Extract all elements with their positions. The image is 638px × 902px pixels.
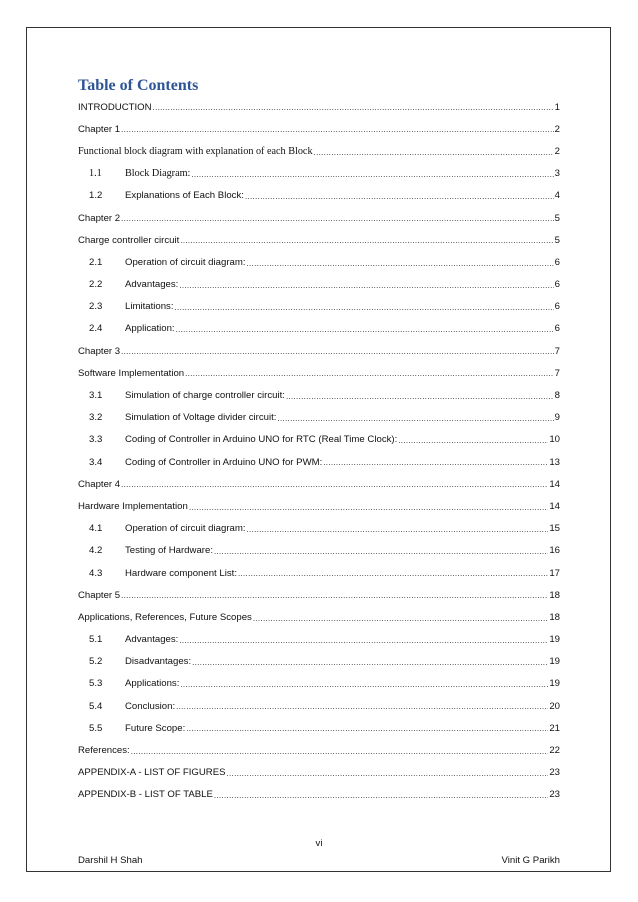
toc-entry-page: 23 [549, 767, 560, 779]
toc-entry-number: 4.1 [89, 523, 103, 535]
toc-entry-page: 1 [554, 101, 560, 113]
toc-entry-page: 6 [554, 279, 560, 291]
toc-dot-leader [192, 659, 548, 673]
footer-author-right: Vinit G Parikh [501, 855, 560, 866]
toc-dot-leader [121, 215, 554, 229]
toc-subentry[interactable] [78, 163, 560, 185]
toc-entry-number: 3.4 [89, 456, 103, 468]
toc-entry-number: 5.3 [89, 678, 103, 690]
toc-subentry[interactable] [78, 673, 560, 695]
toc-dot-leader [131, 748, 549, 762]
toc-entry-text: Simulation of charge controller circuit: [125, 390, 285, 402]
toc-entry-page: 2 [554, 123, 560, 135]
toc-entry-text: Functional block diagram with explanation of each Block [78, 145, 313, 157]
toc-entry-page: 18 [549, 611, 560, 623]
toc-entry-text: Coding of Controller in Arduino UNO for PWM: [125, 456, 323, 468]
toc-entry-text: Coding of Controller in Arduino UNO for RTC (Real Time Clock): [125, 434, 398, 446]
toc-subentry[interactable] [78, 384, 560, 406]
toc-entry-page: 21 [549, 722, 560, 734]
toc-entry-number: 3.3 [89, 434, 103, 446]
toc-entry-number: 5.4 [89, 700, 103, 712]
toc-entry-text: Hardware Implementation [78, 500, 188, 512]
toc-entry[interactable] [78, 229, 560, 251]
toc-dot-leader [180, 681, 548, 695]
toc-dot-leader [214, 792, 548, 806]
toc-dot-leader [175, 304, 554, 318]
toc-entry-text: Hardware component List: [125, 567, 237, 579]
toc-entry-page: 22 [549, 745, 560, 757]
toc-entry-page: 7 [554, 367, 560, 379]
toc-entry-text: References: [78, 745, 130, 757]
toc-entry-text: Disadvantages: [125, 656, 192, 668]
toc-dot-leader [247, 260, 554, 274]
toc-dot-leader [191, 171, 553, 185]
toc-dot-leader [214, 548, 548, 562]
toc-entry[interactable] [78, 96, 560, 118]
toc-dot-leader [153, 104, 554, 118]
toc-dot-leader [277, 415, 553, 429]
toc-entry[interactable] [78, 584, 560, 606]
toc-entry-number: 5.1 [89, 634, 103, 646]
toc-entry-page: 18 [549, 589, 560, 601]
toc-entry-page: 15 [549, 523, 560, 535]
toc-entry-number: 5.5 [89, 722, 103, 734]
toc-entry-page: 23 [549, 789, 560, 801]
toc-dot-leader [314, 149, 554, 163]
toc-entry-text: Testing of Hardware: [125, 545, 213, 557]
toc-dot-leader [121, 592, 548, 606]
toc-dot-leader [398, 437, 548, 451]
toc-entry-number: 3.1 [89, 390, 103, 402]
toc-entry-number: 4.3 [89, 567, 103, 579]
toc-dot-leader [121, 481, 548, 495]
toc-dot-leader [189, 504, 548, 518]
toc-entry-text: Applications: [125, 678, 180, 690]
toc-entry-text: Chapter 3 [78, 345, 121, 357]
toc-dot-leader [176, 703, 548, 717]
toc-entry-number: 2.1 [89, 256, 103, 268]
toc-entry[interactable] [78, 784, 560, 806]
toc-entry-number: 4.2 [89, 545, 103, 557]
toc-entry-text: Conclusion: [125, 700, 176, 712]
toc-subentry[interactable] [78, 540, 560, 562]
toc-subentry[interactable] [78, 274, 560, 296]
toc-dot-leader [180, 237, 553, 251]
toc-subentry[interactable] [78, 296, 560, 318]
toc-dot-leader [286, 393, 554, 407]
toc-entry[interactable] [78, 362, 560, 384]
toc-dot-leader [238, 570, 548, 584]
toc-entry-text: APPENDIX-A - LIST OF FIGURES [78, 767, 226, 779]
toc-entry[interactable] [78, 495, 560, 517]
toc-title: Table of Contents [78, 77, 199, 94]
toc-entry-page: 4 [554, 190, 560, 202]
toc-entry[interactable] [78, 473, 560, 495]
toc-subentry[interactable] [78, 717, 560, 739]
toc-entry-text: Charge controller circuit [78, 234, 180, 246]
toc-dot-leader [176, 326, 554, 340]
toc-entry-text: Explanations of Each Block: [125, 190, 244, 202]
toc-entry-page: 7 [554, 345, 560, 357]
toc-entry-page: 6 [554, 301, 560, 313]
toc-entry-number: 5.2 [89, 656, 103, 668]
toc-entry[interactable] [78, 762, 560, 784]
toc-entry-text: Applications, References, Future Scopes [78, 611, 252, 623]
toc-entry-number: 1.2 [89, 190, 103, 202]
toc-entry-text: Chapter 5 [78, 589, 121, 601]
toc-entry-text: Application: [125, 323, 175, 335]
toc-entry-text: Chapter 4 [78, 478, 121, 490]
toc-entry-text: Simulation of Voltage divider circuit: [125, 412, 277, 424]
toc-entry-page: 17 [549, 567, 560, 579]
toc-subentry[interactable] [78, 451, 560, 473]
toc-dot-leader [179, 637, 548, 651]
toc-entry-text: Chapter 2 [78, 212, 121, 224]
toc-entry-text: Block Diagram: [125, 168, 191, 180]
toc-entry-page: 20 [549, 700, 560, 712]
toc-entry-page: 16 [549, 545, 560, 557]
toc-entry-number: 1.1 [89, 168, 102, 180]
toc-entry-page: 2 [554, 145, 560, 157]
toc-entry-text: Software Implementation [78, 367, 185, 379]
toc-entry-page: 19 [549, 634, 560, 646]
toc-entry[interactable] [78, 606, 560, 628]
toc-dot-leader [121, 126, 554, 140]
toc-entry-text: APPENDIX-B - LIST OF TABLE [78, 789, 213, 801]
footer-page-number: vi [315, 838, 323, 849]
toc-entry-text: Limitations: [125, 301, 174, 313]
toc-entry-number: 2.3 [89, 301, 103, 313]
toc-entry-page: 10 [549, 434, 560, 446]
toc-subentry[interactable] [78, 695, 560, 717]
toc-entry-number: 2.4 [89, 323, 103, 335]
toc-dot-leader [121, 348, 554, 362]
toc-entry-page: 8 [554, 390, 560, 402]
toc-entry-page: 14 [549, 478, 560, 490]
toc-entry-text: INTRODUCTION [78, 101, 152, 113]
toc-subentry[interactable] [78, 518, 560, 540]
toc-entry[interactable] [78, 118, 560, 140]
toc-entry-text: Future Scope: [125, 722, 186, 734]
toc-entry-page: 5 [554, 212, 560, 224]
toc-entry[interactable] [78, 340, 560, 362]
toc-entry-page: 9 [554, 412, 560, 424]
toc-subentry[interactable] [78, 629, 560, 651]
toc-entry-number: 3.2 [89, 412, 103, 424]
toc-entry[interactable] [78, 739, 560, 761]
toc-dot-leader [227, 770, 549, 784]
toc-entry-page: 5 [554, 234, 560, 246]
toc-subentry[interactable] [78, 407, 560, 429]
toc-entry-text: Operation of circuit diagram: [125, 256, 246, 268]
toc-entry-page: 14 [549, 500, 560, 512]
toc-entry-page: 13 [549, 456, 560, 468]
toc-entry-page: 3 [554, 168, 560, 180]
toc-entry-text: Operation of circuit diagram: [125, 523, 246, 535]
toc-entry-text: Chapter 1 [78, 123, 121, 135]
toc-subentry[interactable] [78, 562, 560, 584]
footer-author-left: Darshil H Shah [78, 855, 143, 866]
toc-entry-text: Advantages: [125, 279, 179, 291]
toc-entry-page: 19 [549, 678, 560, 690]
toc-dot-leader [247, 526, 549, 540]
toc-entry[interactable] [78, 140, 560, 162]
toc-subentry[interactable] [78, 651, 560, 673]
toc-subentry[interactable] [78, 251, 560, 273]
toc-dot-leader [186, 725, 548, 739]
toc-subentry[interactable] [78, 429, 560, 451]
toc-dot-leader [245, 193, 554, 207]
toc-subentry[interactable] [78, 185, 560, 207]
toc-dot-leader [253, 615, 548, 629]
toc-entry[interactable] [78, 207, 560, 229]
toc-dot-leader [179, 282, 553, 296]
toc-dot-leader [323, 459, 548, 473]
toc-subentry[interactable] [78, 318, 560, 340]
toc-entry-page: 6 [554, 256, 560, 268]
table-of-contents [78, 96, 560, 806]
toc-entry-number: 2.2 [89, 279, 103, 291]
toc-entry-page: 19 [549, 656, 560, 668]
toc-entry-text: Advantages: [125, 634, 179, 646]
toc-entry-page: 6 [554, 323, 560, 335]
toc-dot-leader [185, 370, 554, 384]
